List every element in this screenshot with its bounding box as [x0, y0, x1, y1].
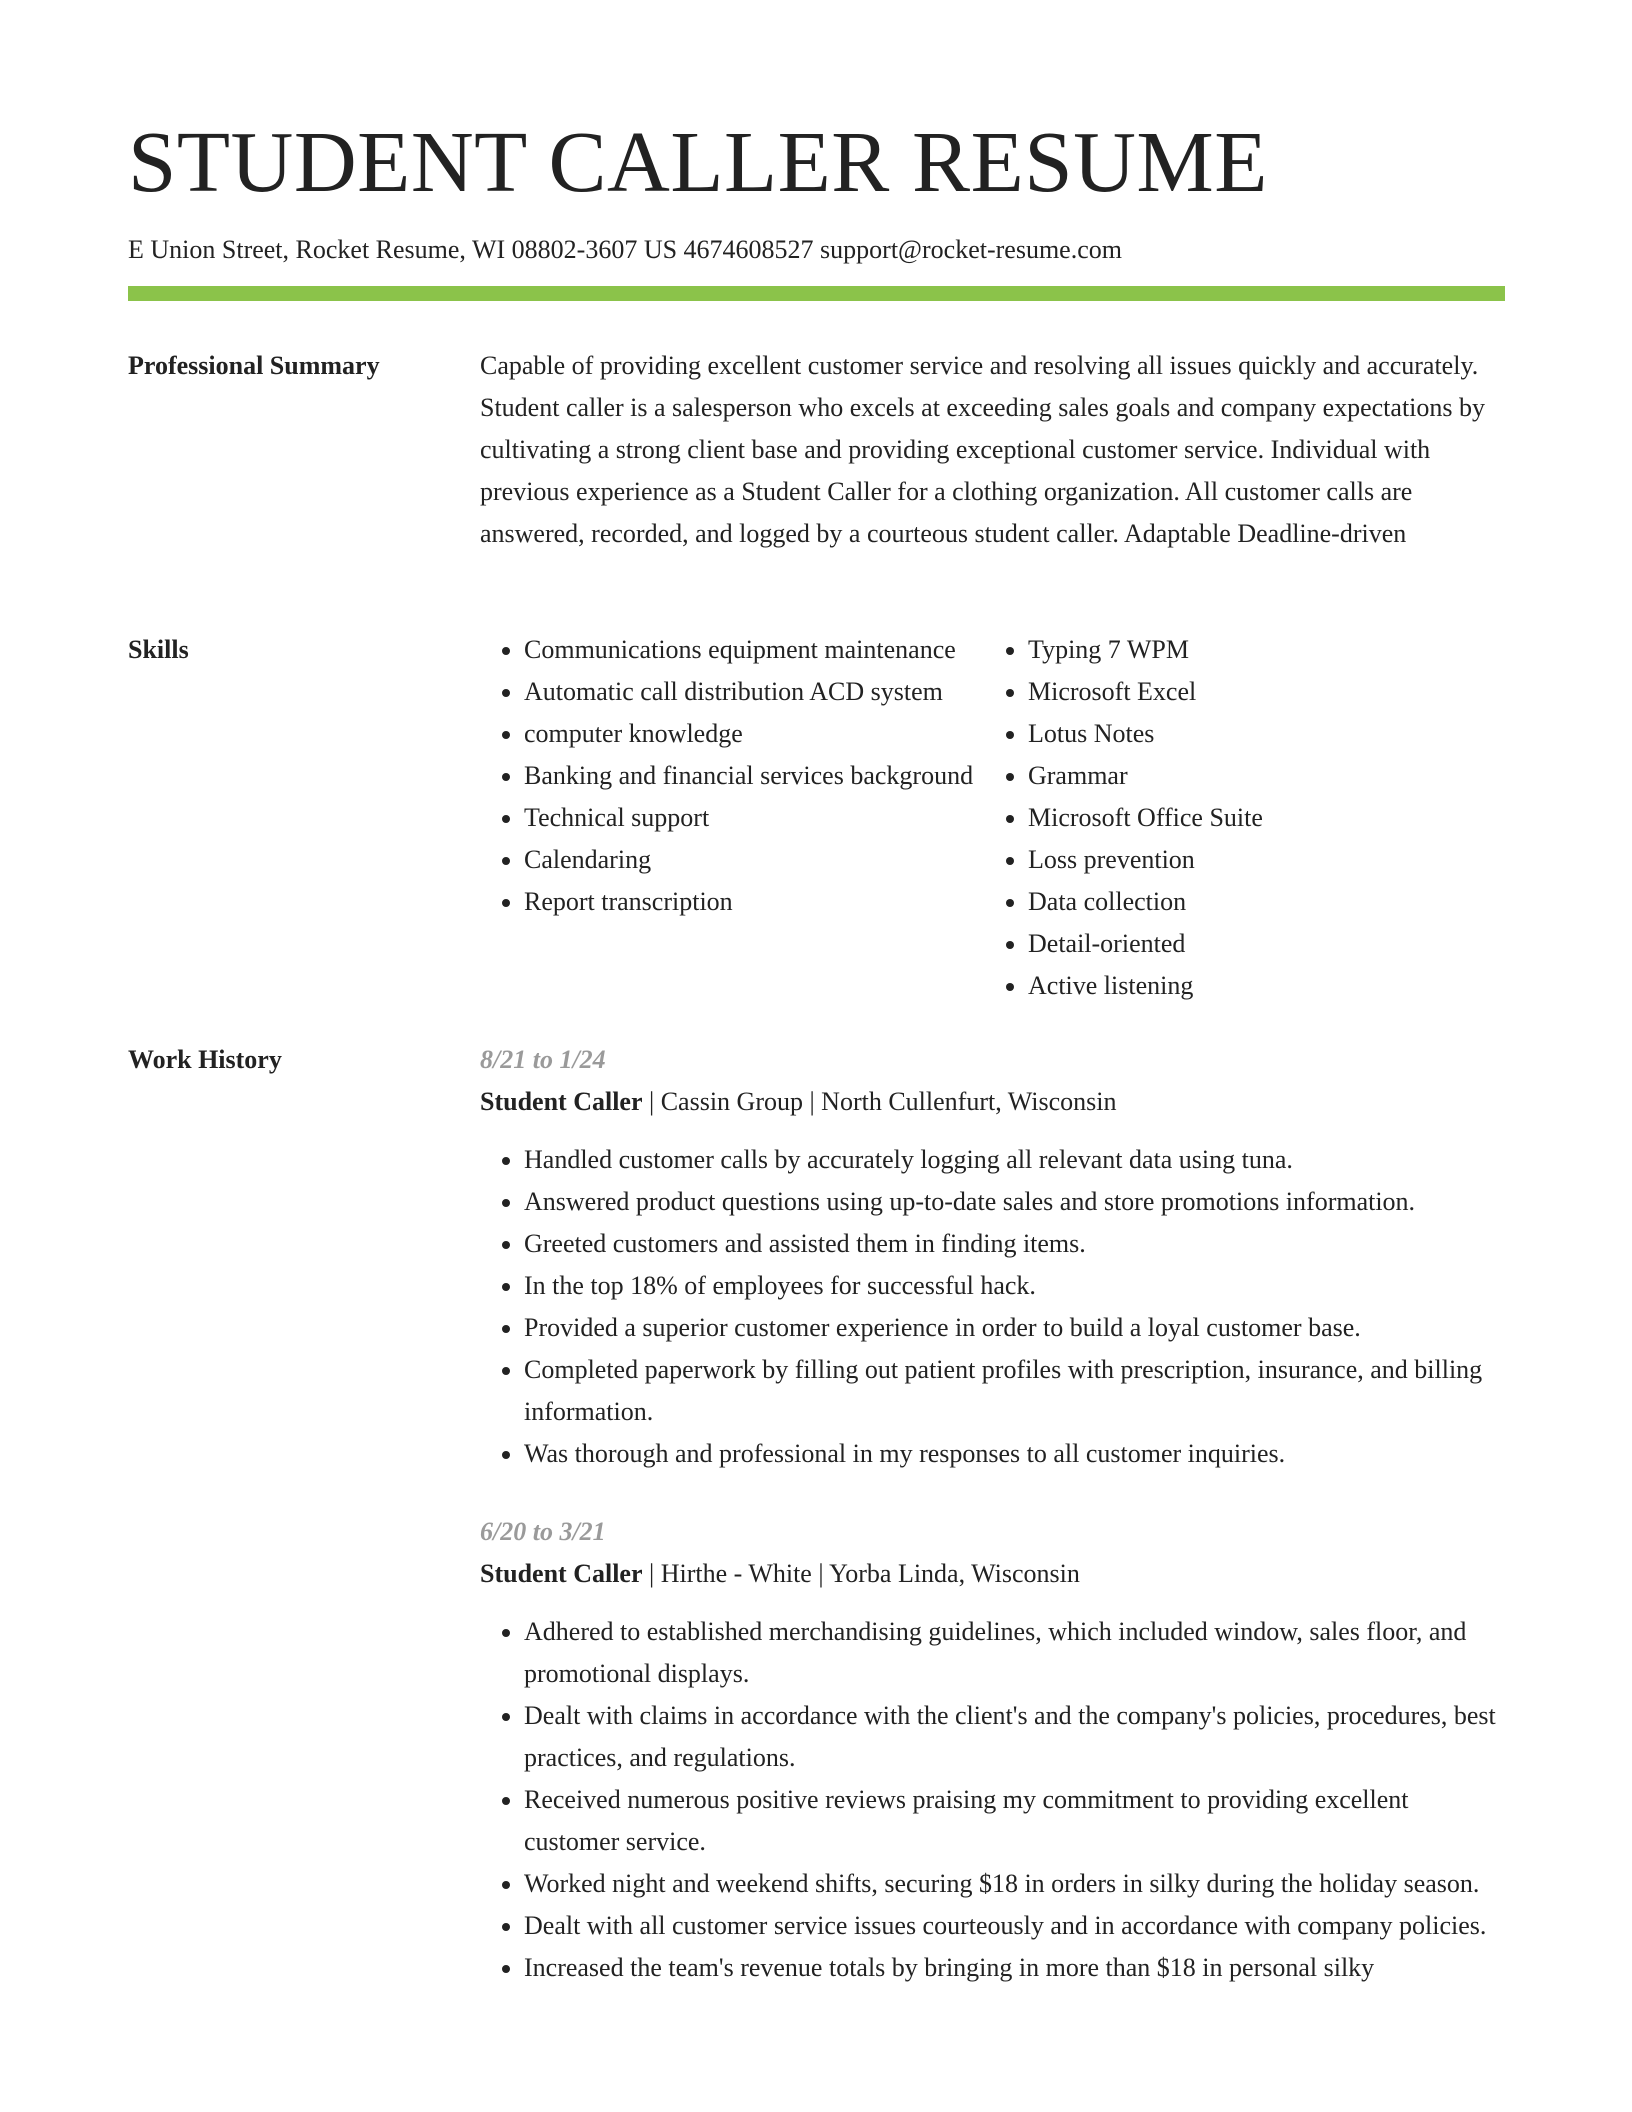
skill-item: • Technical support	[524, 797, 984, 839]
skills-list-right	[984, 629, 1488, 1007]
job-title-line	[480, 1553, 1505, 1595]
skill-item: • Lotus Notes	[1028, 713, 1488, 755]
job-bullet-list	[480, 1139, 1505, 1475]
job-bullet: • Adhered to established merchandising guidelines, which included window, sales floor, and promotional displays.	[524, 1611, 1505, 1695]
job-bullet: • Handled customer calls by accurately logging all relevant data using tuna.	[524, 1139, 1505, 1181]
skill-item: • Calendaring	[524, 839, 984, 881]
summary-body	[480, 345, 1505, 555]
section-label-skills: Skills	[128, 635, 189, 664]
contact-info: E Union Street, Rocket Resume, WI 08802-3607 US 4674608527 support@rocket-resume.com	[128, 235, 1122, 264]
resume-title: STUDENT CALLER RESUME	[128, 113, 1268, 210]
job-bullet-list	[480, 1611, 1505, 1989]
summary-text: Capable of providing excellent customer service and resolving all issues quickly and accurately. Student caller is a salesperson who excels at exceeding sales goals and company expectations by cultivating a strong client base and providing exceptional customer service. Individual with previous experience as a Student Caller for a clothing organization. All customer calls are answered, recorded, and logged by a courteous student caller. Adaptable Deadline-driven	[480, 351, 1486, 548]
skill-item: • Grammar	[1028, 755, 1488, 797]
skill-item: • computer knowledge	[524, 713, 984, 755]
job-bullet: • Received numerous positive reviews praising my commitment to providing excellent customer service.	[524, 1779, 1505, 1863]
job-title-line	[480, 1081, 1505, 1123]
skills-list-left	[480, 629, 984, 1007]
skill-item: • Microsoft Excel	[1028, 671, 1488, 713]
skill-item: • Data collection	[1028, 881, 1488, 923]
job-title: Student Caller	[480, 1559, 643, 1588]
job-employer-location: | Hirthe - White | Yorba Linda, Wisconsin	[642, 1559, 1080, 1588]
skill-item: • Typing 7 WPM	[1028, 629, 1488, 671]
job-bullet: • Dealt with claims in accordance with the client's and the company's policies, procedures, best practices, and regulations.	[524, 1695, 1505, 1779]
skill-item: • Detail-oriented	[1028, 923, 1488, 965]
job-bullet: • Greeted customers and assisted them in finding items.	[524, 1223, 1505, 1265]
skill-item: • Microsoft Office Suite	[1028, 797, 1488, 839]
job-entry	[480, 1039, 1505, 1475]
job-entry	[480, 1511, 1505, 1989]
skill-item: • Active listening	[1028, 965, 1488, 1007]
job-employer-location: | Cassin Group | North Cullenfurt, Wisconsin	[642, 1087, 1117, 1116]
skills-body	[480, 629, 1505, 1007]
header-divider	[128, 286, 1505, 301]
skill-item: • Report transcription	[524, 881, 984, 923]
job-bullet: • Increased the team's revenue totals by bringing in more than $18 in personal silky	[524, 1947, 1505, 1989]
job-bullet: • In the top 18% of employees for successful hack.	[524, 1265, 1505, 1307]
job-bullet: • Was thorough and professional in my responses to all customer inquiries.	[524, 1433, 1505, 1475]
job-bullet: • Completed paperwork by filling out patient profiles with prescription, insurance, and billing information.	[524, 1349, 1505, 1433]
job-bullet: • Provided a superior customer experience in order to build a loyal customer base.	[524, 1307, 1505, 1349]
section-label-work-history: Work History	[128, 1045, 282, 1074]
skill-item: • Communications equipment maintenance	[524, 629, 984, 671]
skill-item: • Banking and financial services background	[524, 755, 984, 797]
job-dates: 6/20 to 3/21	[480, 1517, 606, 1546]
work-history-body	[480, 1039, 1505, 2025]
job-bullet: • Dealt with all customer service issues courteously and in accordance with company policies.	[524, 1905, 1505, 1947]
job-dates: 8/21 to 1/24	[480, 1045, 606, 1074]
skill-item: • Loss prevention	[1028, 839, 1488, 881]
skills-columns	[480, 629, 1505, 1007]
skill-item: • Automatic call distribution ACD system	[524, 671, 984, 713]
section-label-summary: Professional Summary	[128, 351, 380, 380]
job-bullet: • Worked night and weekend shifts, securing $18 in orders in silky during the holiday season.	[524, 1863, 1505, 1905]
job-bullet: • Answered product questions using up-to-date sales and store promotions information.	[524, 1181, 1505, 1223]
job-title: Student Caller	[480, 1087, 643, 1116]
